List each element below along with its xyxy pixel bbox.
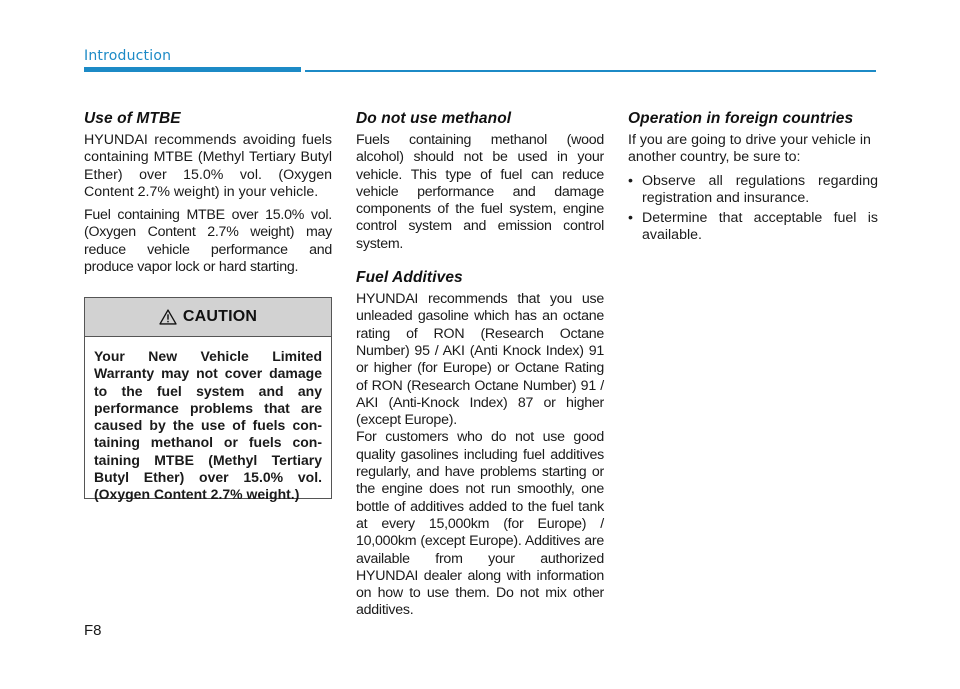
- foreign-list: [628, 173, 878, 245]
- section-title: Introduction: [84, 48, 172, 64]
- list-item: [628, 173, 878, 208]
- caution-header: [85, 298, 331, 337]
- mtbe-paragraph-1: HYUNDAI recommends avoiding fuels containing MTBE (Methyl Tertiary Butyl Ether) over 15.0% vol. (Oxygen Content 2.7% weight) in your vehicle.: [84, 132, 332, 200]
- additives-heading: Fuel Additives: [356, 269, 463, 287]
- column-mtbe: [84, 110, 332, 282]
- mtbe-paragraph-2: Fuel containing MTBE over 15.0% vol. (Oxygen Content 2.7% weight) may reduce vehicle performance and produce vapor lock or hard starting.: [84, 207, 332, 276]
- additives-paragraph-1: HYUNDAI recommends that you use unleaded gasoline which has an octane rating of RON (Research Octane Number) 95 / AKI (Anti Knock Index) 91 or higher (for Europe) or Octane Rating of RON (Research Octane Number) 91 / AKI (Anti-Knock Index) 87 or higher (except Europe).: [356, 291, 604, 429]
- header-rule-thick: [84, 67, 301, 72]
- list-item-text: Determine that acceptable fuel is available.: [642, 210, 878, 244]
- foreign-intro: If you are going to drive your vehicle in another country, be sure to:: [628, 132, 871, 166]
- caution-box: [84, 297, 332, 503]
- header-rule-thin: [305, 70, 876, 72]
- caution-label: CAUTION: [182, 308, 258, 325]
- additives-paragraph-2: For customers who do not use good quality gasolines including fuel additives regularly, and have problems starting or the engine does not run smoothly, one bottle of additives added to the fuel tank at every 15,000km (for Europe) / 10,000km (except Europe). Additives are available from your authorized HYUNDAI dealer along with information on how to use them. Do not mix other additives.: [356, 429, 604, 619]
- caution-text: Your New Vehicle Limited Warranty may not cover damage to the fuel system and any performance problems that are caused by the use of fuels containing methanol or fuels containing MTBE (Methyl Tertiary Butyl Ether) over 15.0% vol. (Oxygen Content 2.7% weight.): [94, 348, 322, 503]
- mtbe-heading: Use of MTBE: [84, 110, 181, 127]
- bullet-icon: •: [628, 210, 633, 227]
- methanol-heading: Do not use methanol: [356, 110, 512, 127]
- list-item: [628, 210, 878, 245]
- column-methanol-additives: [356, 110, 604, 626]
- page-number: F8: [84, 622, 102, 639]
- column-foreign: [628, 110, 878, 248]
- foreign-heading: Operation in foreign countries: [628, 110, 854, 127]
- bullet-icon: •: [628, 172, 633, 189]
- methanol-paragraph: Fuels containing methanol (wood alcohol) should not be used in your vehicle. This type of fuel can reduce vehicle performance and damage components of the fuel system, engine control system and emission control system.: [356, 132, 604, 252]
- warning-triangle-icon: [159, 309, 177, 325]
- list-item-text: Observe all regulations regarding registration and insurance.: [642, 172, 878, 206]
